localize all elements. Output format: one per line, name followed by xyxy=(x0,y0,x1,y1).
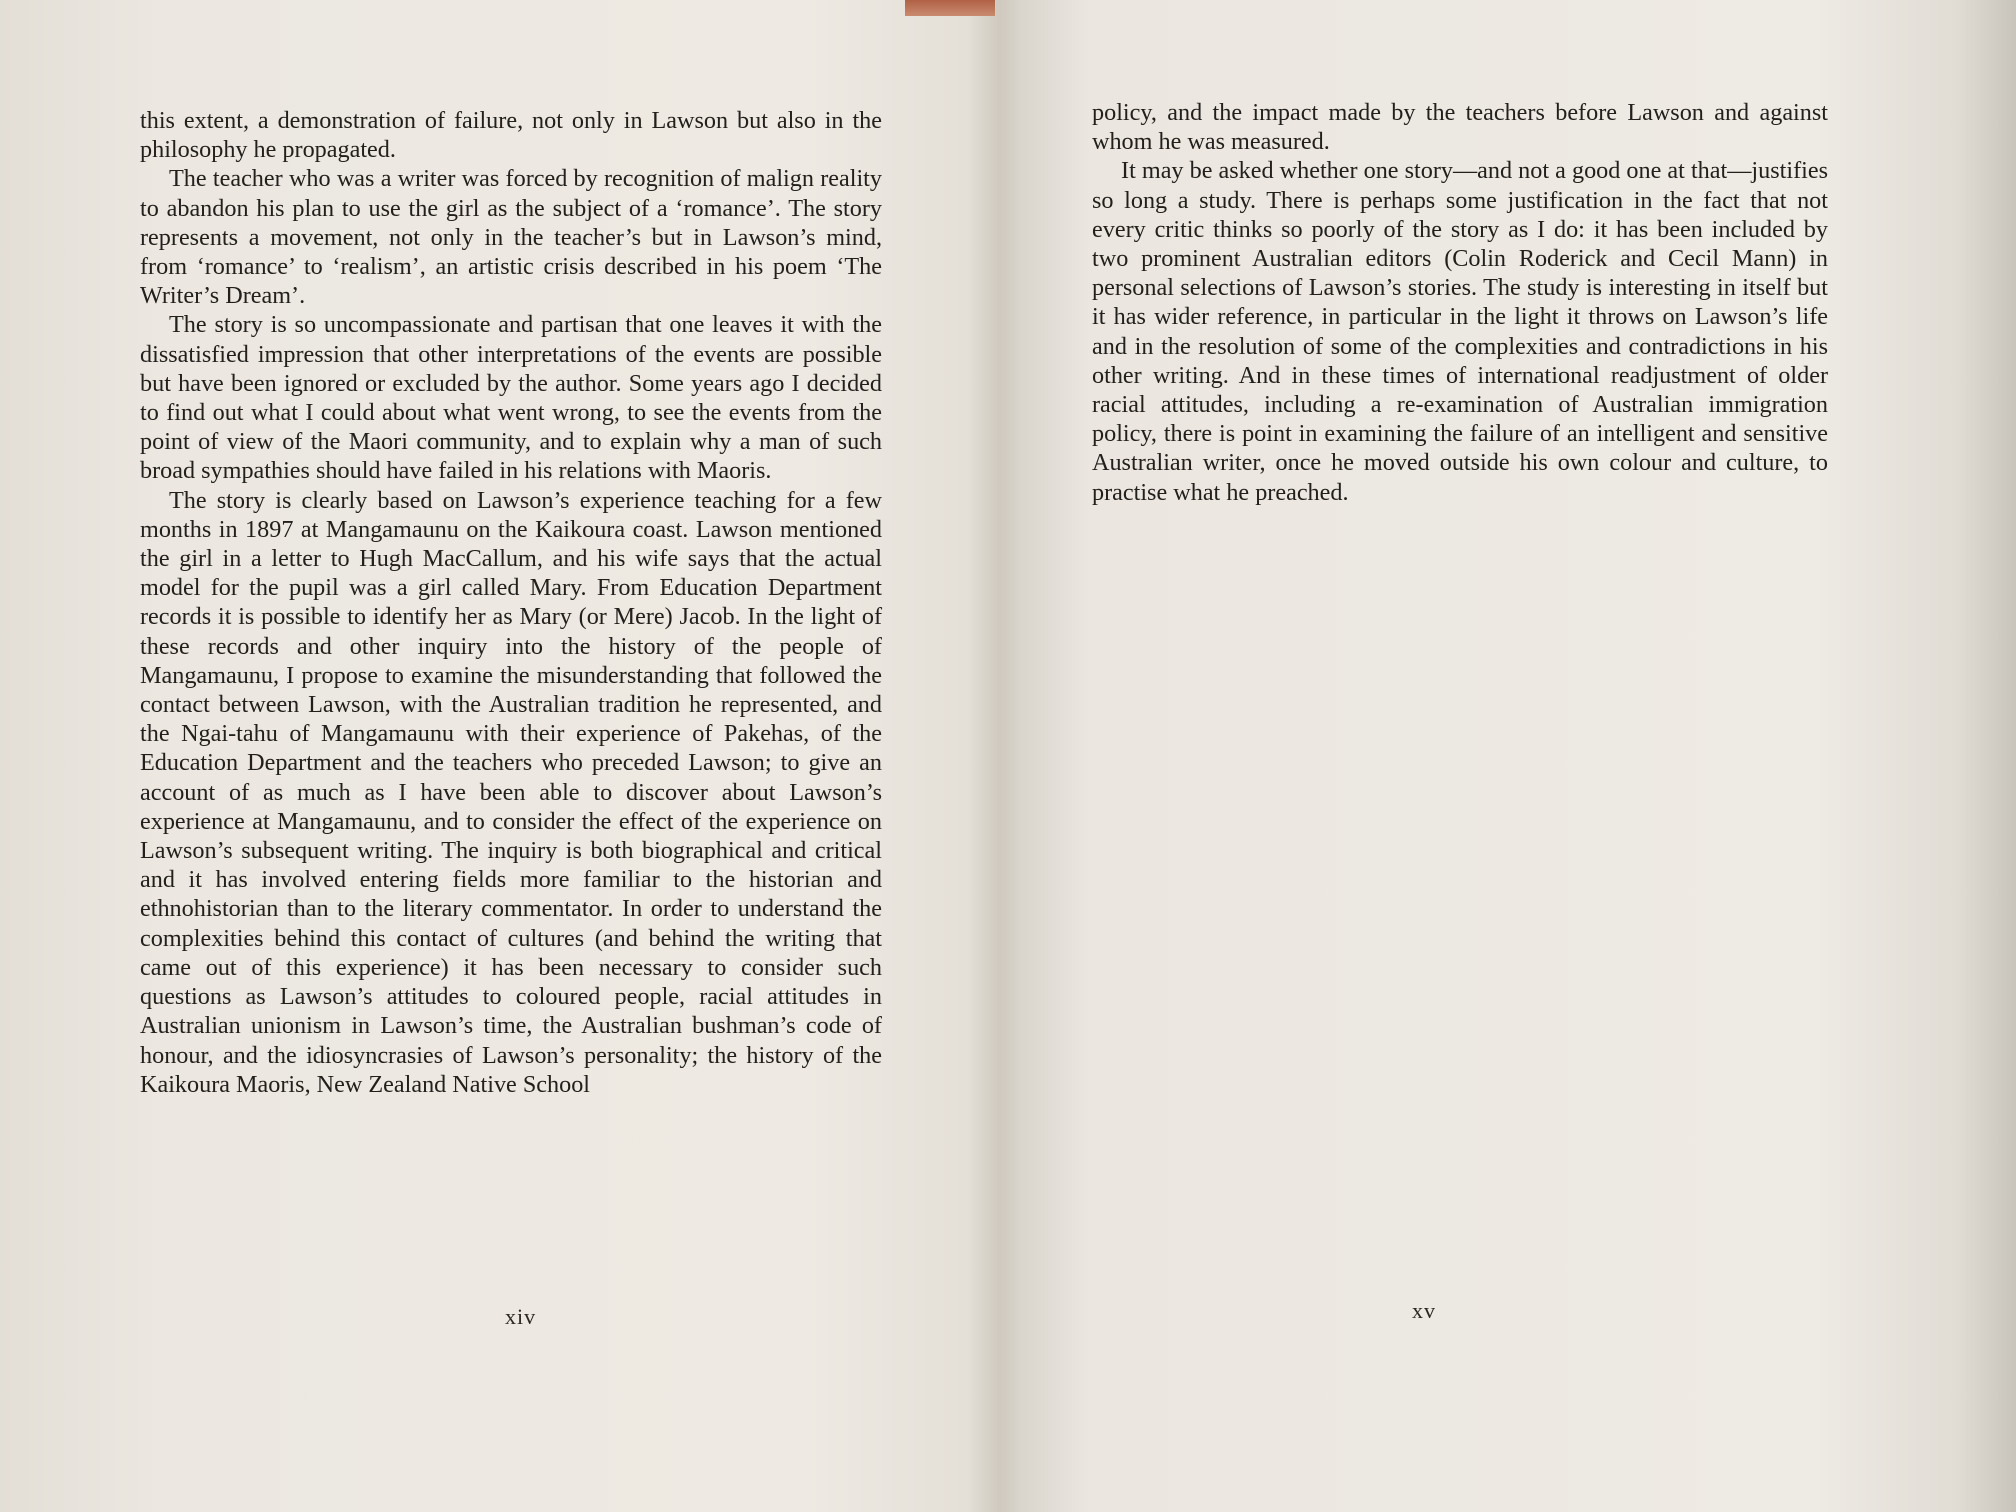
paragraph: policy, and the impact made by the teachers before Lawson and against whom he was measured. xyxy=(1092,99,1828,156)
paragraph: The teacher who was a writer was forced by recognition of malign reality to abandon his plan to use the girl as the subject of a ‘romance’. The story represents a movement, not only in the teacher’s but in Lawson’s mind, from ‘romance’ to ‘realism’, an artistic crisis described in his poem ‘The Writer’s Dream’. xyxy=(140,165,882,310)
paragraph: The story is clearly based on Lawson’s experience teaching for a few months in 1897 at Mangamaunu on the Kaikoura coast. Lawson mentioned the girl in a letter to Hugh MacCallum, and his wife says that the actual model for the pupil was a girl called Mary. From Education Department records it is possible to identify her as Mary (or Mere) Jacob. In the light of these records and other inquiry into the history of the people of Mangamaunu, I propose to examine the misunderstanding that followed the contact between Lawson, with the Australian tradition he represented, and the Ngai-tahu of Mangamaunu with their experience of Pakehas, of the Education Department and the teachers who preceded Lawson; to give an account of as much as I have been able to discover about Lawson’s experience at Mangamaunu, and to consider the effect of the experience on Lawson’s subsequent writing. The inquiry is both biographical and critical and it has involved entering fields more familiar to the historian and ethnohistorian than to the literary commentator. In order to understand the complexities behind this contact of cultures (and behind the writing that came out of this experience) it has been necessary to consider such questions as Lawson’s attitudes to coloured people, racial attitudes in Australian unionism in Lawson’s time, the Australian bushman’s code of honour, and the idiosyncrasies of Lawson’s personality; the history of the Kaikoura Maoris, New Zealand Native School xyxy=(140,486,882,1098)
bookmark-ribbon xyxy=(905,0,995,16)
paragraph: this extent, a demonstration of failure, not only in Lawson but also in the philosophy he propagated. xyxy=(140,107,882,164)
paragraph: The story is so uncompassionate and partisan that one leaves it with the dissatisfied impression that other interpretations of the events are possible but have been ignored or excluded by the author. Some years ago I decided to find out what I could about what went wrong, to see the events from the point of view of the Maori community, and to explain why a man of such broad sympathies should have failed in his relations with Maoris. xyxy=(140,311,882,485)
right-page-text xyxy=(1092,98,1828,507)
page-number-right: xv xyxy=(1412,1298,1436,1323)
page-number-left: xiv xyxy=(505,1304,537,1329)
paragraph: It may be asked whether one story—and not a good one at that—justifies so long a study. There is perhaps some justification in the fact that not every critic thinks so poorly of the story as I do: it has been included by two prominent Australian editors (Colin Roderick and Cecil Mann) in personal selections of Lawson’s stories. The study is interesting in itself but it has wider reference, in particular in the light it throws on Lawson’s life and in the resolution of some of the complexities and contradictions in his other writing. And in these times of international readjustment of older racial attitudes, including a re-examination of Australian immigration policy, there is point in examining the failure of an intelligent and sensitive Australian writer, once he moved outside his own colour and culture, to practise what he preached. xyxy=(1092,157,1828,506)
left-page-text xyxy=(140,106,882,1099)
